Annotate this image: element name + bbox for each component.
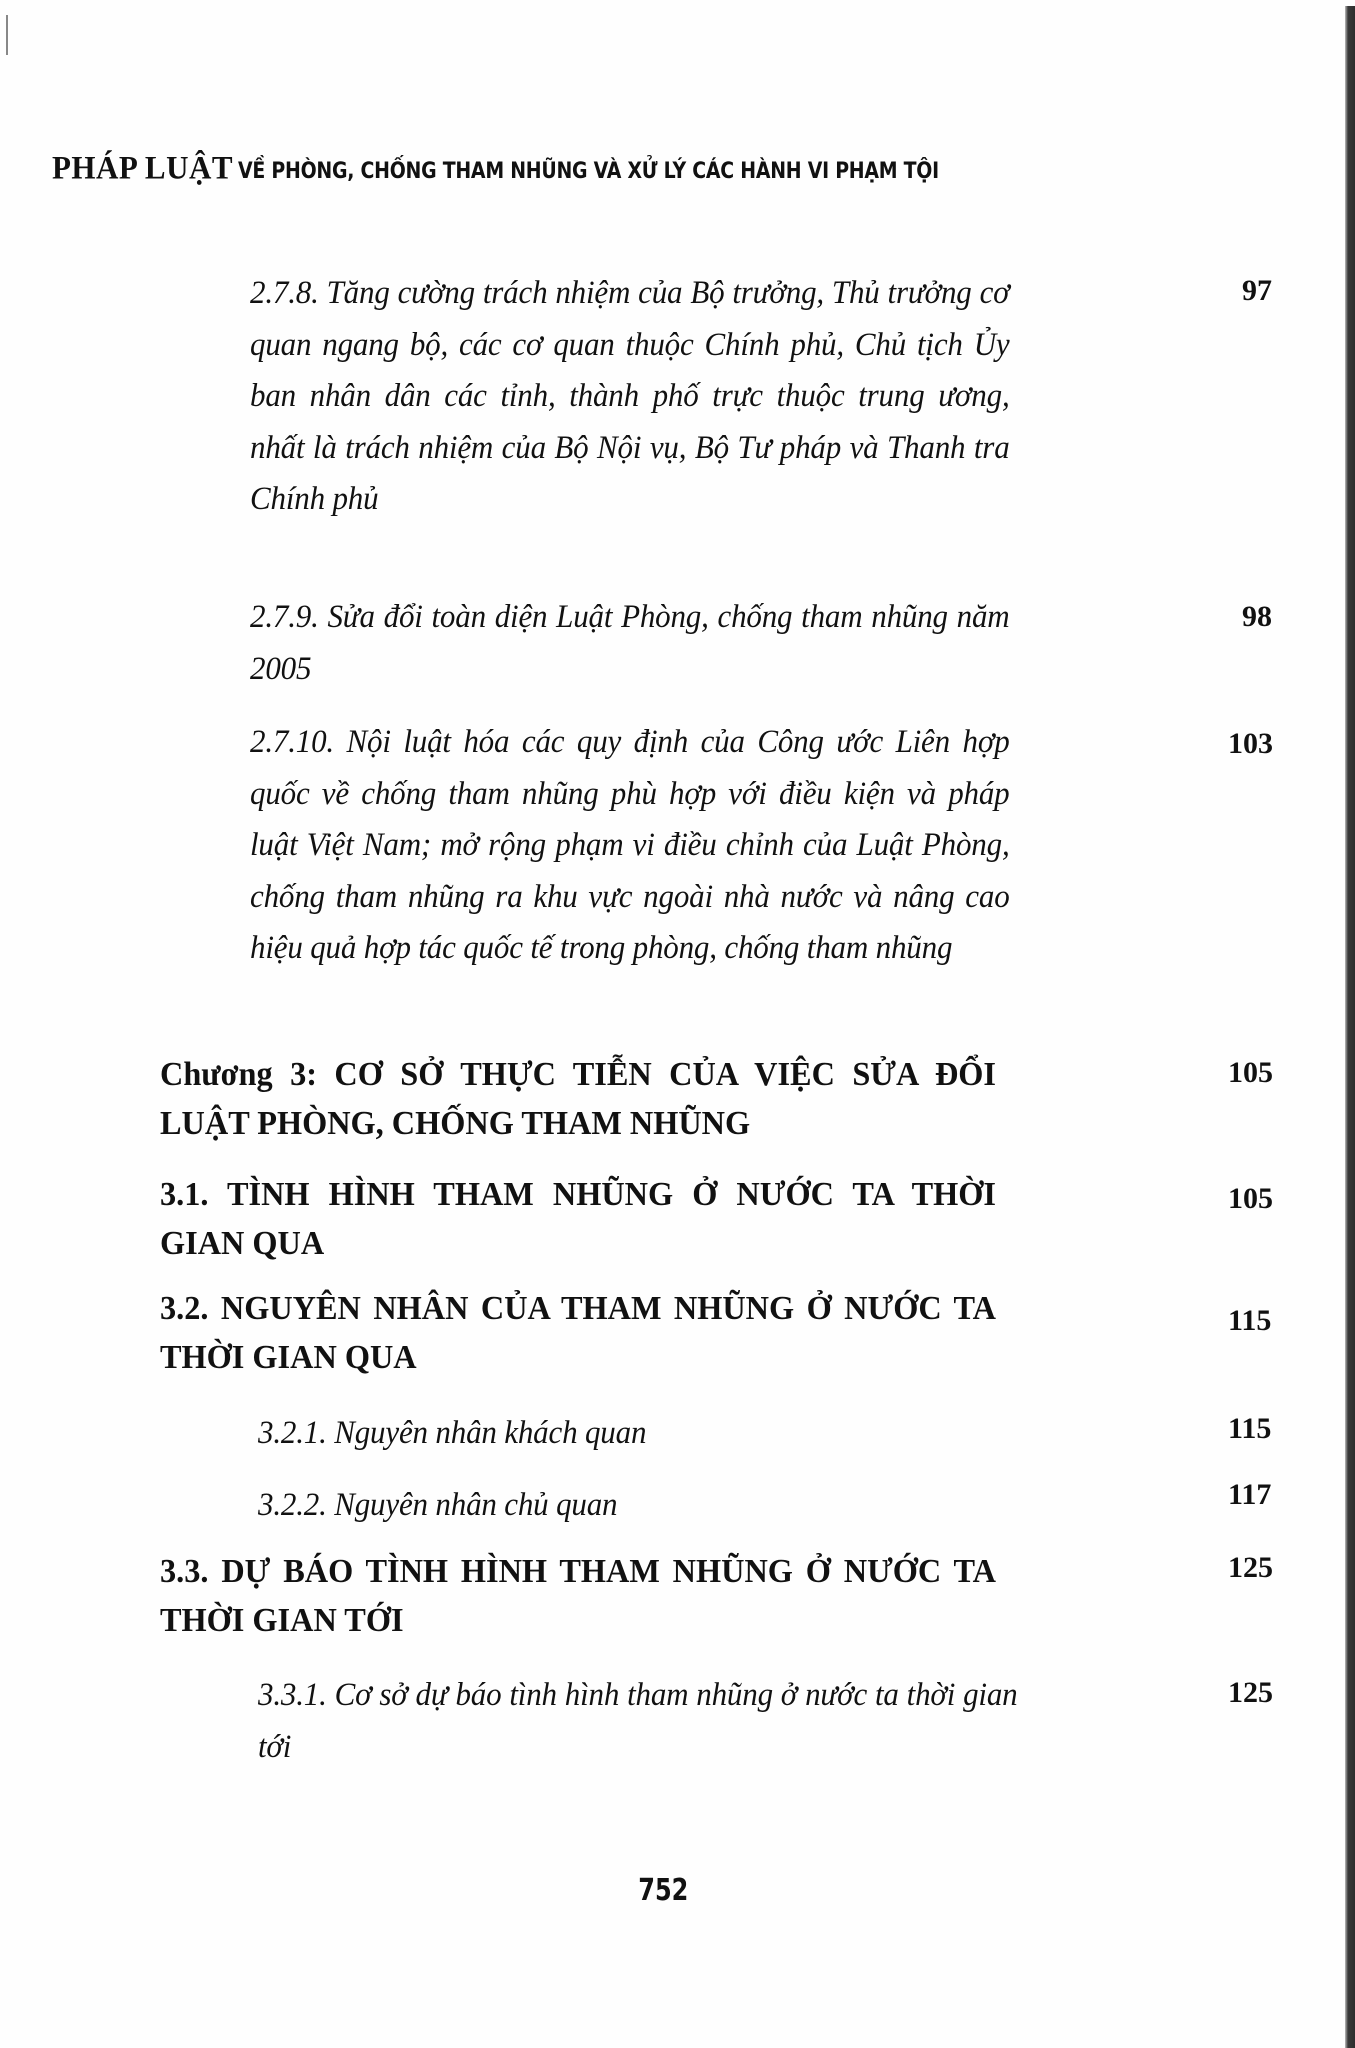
- running-header-rest: VỀ PHÒNG, CHỐNG THAM NHŨNG VÀ XỬ LÝ CÁC HÀNH VI PHẠM TỘI: [237, 159, 939, 184]
- toc-entry-title: 3.2.1. Nguyên nhân khách quan: [258, 1415, 647, 1451]
- toc-entry-page: 115: [1228, 1304, 1272, 1337]
- toc-entry-title: 3.2.2. Nguyên nhân chủ quan: [258, 1487, 618, 1523]
- running-header-lead: PHÁP LUẬT: [52, 149, 234, 186]
- toc-entry-page: 125: [1228, 1551, 1273, 1584]
- page-number-footer: [0, 1873, 1355, 1908]
- toc-entry-title: 3.3. DỰ BÁO TÌNH HÌNH THAM NHŨNG Ở NƯỚC TA THỜI GIAN TỚI: [160, 1553, 996, 1639]
- toc-entry-title: 3.3.1. Cơ sở dự báo tình hình tham nhũng ở nước ta thời gian tới: [258, 1677, 1018, 1765]
- toc-entry-title: 2.7.10. Nội luật hóa các quy định của Công ước Liên hợp quốc về chống tham nhũng phù hợp với điều kiện và pháp luật Việt Nam; mở rộng phạm vi điều chỉnh của Luật Phòng, chống tham nhũng ra khu vực ngoài nhà nước và nâng cao hiệu quả hợp tác quốc tế trong phòng, chống tham nhũng: [250, 724, 1010, 966]
- toc-entry-page: 115: [1228, 1412, 1272, 1445]
- toc-entry-page: 103: [1228, 727, 1273, 760]
- book-spine-edge: [1345, 6, 1355, 2048]
- toc-entry-title: 2.7.8. Tăng cường trách nhiệm của Bộ trưởng, Thủ trưởng cơ quan ngang bộ, các cơ quan thuộc Chính phủ, Chủ tịch Ủy ban nhân dân các tỉnh, thành phố trực thuộc trung ương, nhất là trách nhiệm của Bộ Nội vụ, Bộ Tư pháp và Thanh tra Chính phủ: [250, 275, 1010, 517]
- toc-entry-page: 105: [1228, 1182, 1273, 1215]
- toc-entry-page: 97: [1242, 274, 1272, 307]
- toc-entry-title: 2.7.9. Sửa đổi toàn diện Luật Phòng, chống tham nhũng năm 2005: [250, 599, 1010, 687]
- toc-entry-page: 125: [1228, 1676, 1273, 1709]
- toc-entry-page: 98: [1242, 600, 1272, 633]
- toc-entry-page: 117: [1228, 1478, 1272, 1511]
- scan-edge-mark: [6, 15, 8, 55]
- toc-entry-title: 3.2. NGUYÊN NHÂN CỦA THAM NHŨNG Ở NƯỚC TA THỜI GIAN QUA: [160, 1290, 996, 1376]
- toc-entry-title: Chương 3: CƠ SỞ THỰC TIỄN CỦA VIỆC SỬA ĐỔI LUẬT PHÒNG, CHỐNG THAM NHŨNG: [160, 1056, 996, 1142]
- toc-entry-title: 3.1. TÌNH HÌNH THAM NHŨNG Ở NƯỚC TA THỜI GIAN QUA: [160, 1176, 996, 1262]
- running-header: [52, 150, 1292, 186]
- toc-entry-page: 105: [1228, 1056, 1273, 1089]
- page-number: 752: [638, 1873, 689, 1908]
